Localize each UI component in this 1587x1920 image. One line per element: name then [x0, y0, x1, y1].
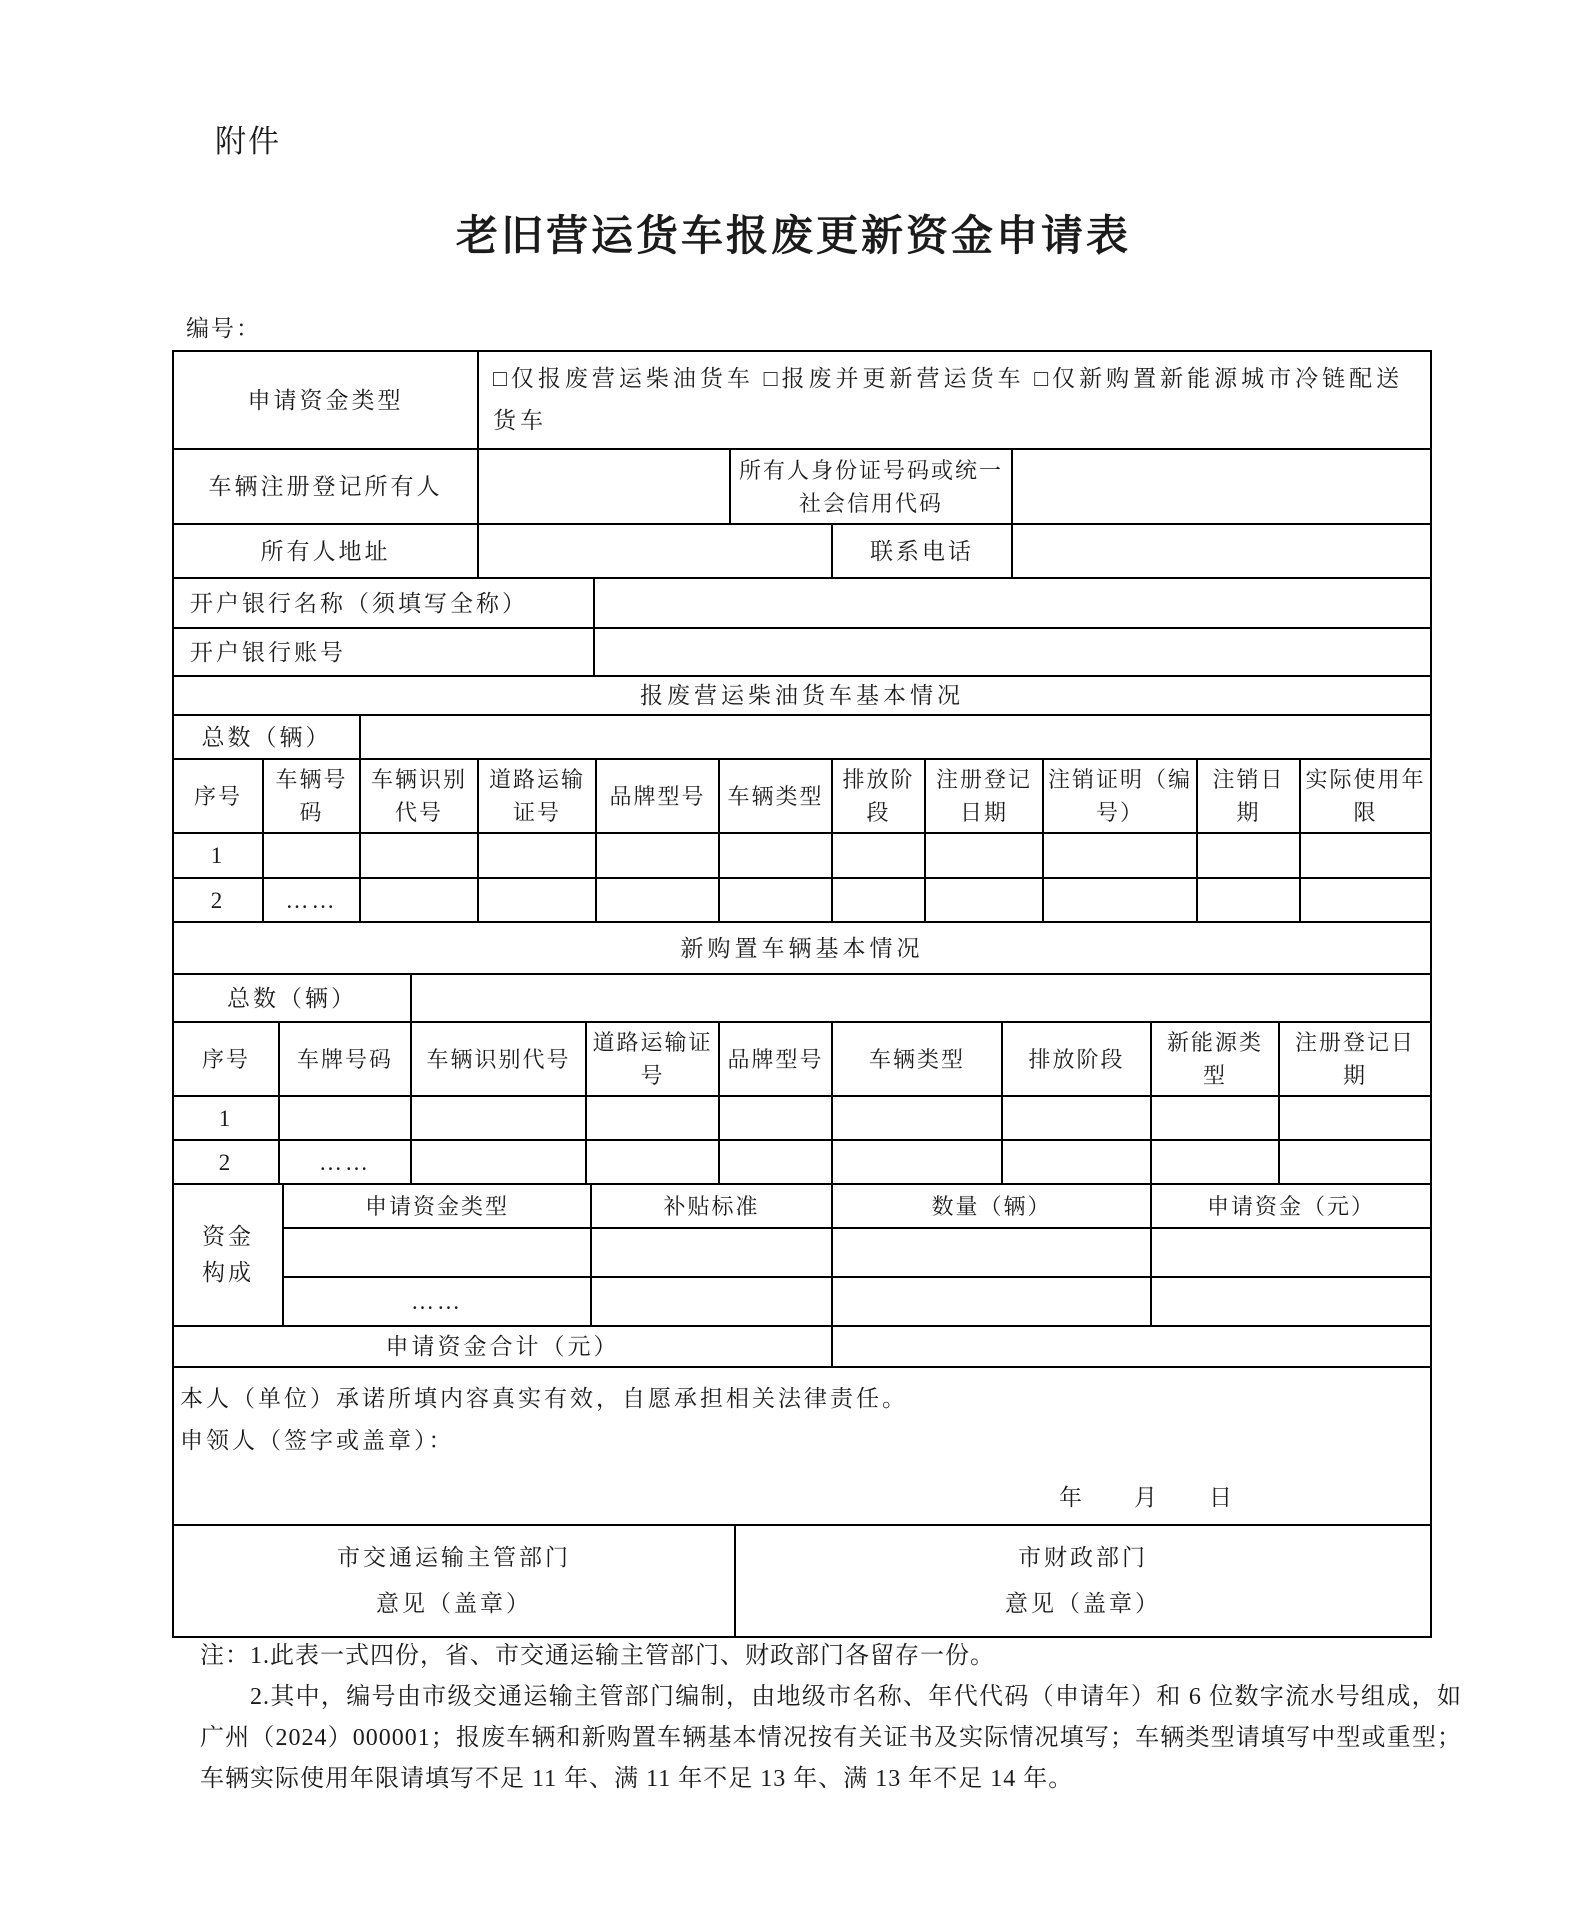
col-header-fund-type: 申请资金类型 [283, 1184, 591, 1228]
new-section-title-row [173, 922, 1431, 974]
footnote-2: 2.其中，编号由市级交通运输主管部门编制，由地级市名称、年代代码（申请年）和 6 位数字流水号组成，如广州（2024）000001；报废车辆和新购置车辆基本情况按有关证书及实际情况填写；车辆类型请填写中型或重型；车辆实际使用年限请填写不足 11 年、满 11 年不足 13 年、满 13 年不足 14 年。 [200, 1684, 1462, 1792]
col-header-subsidy-standard: 补贴标准 [591, 1184, 832, 1228]
bank-account-label: 开户银行账号 [173, 628, 594, 676]
empty-cell [832, 1277, 1151, 1326]
empty-cell [360, 833, 478, 878]
footnote-1: 注：1.此表一式四份，省、市交通运输主管部门、财政部门各留存一份。 [200, 1643, 995, 1669]
col-header-vin: 车辆识别代号 [411, 1022, 586, 1096]
application-form-table [172, 350, 1430, 1638]
empty-cell [591, 1228, 832, 1277]
declaration-block [180, 1378, 1424, 1514]
ellipsis-cell: …… [283, 1277, 591, 1326]
finance-authority-line1: 市财政部门 [1018, 1545, 1148, 1570]
bank-name-label: 开户银行名称（须填写全称） [173, 578, 594, 628]
scrap-section-title: 报废营运柴油货车基本情况 [173, 676, 1431, 715]
bank-name-value-cell [594, 578, 1431, 628]
empty-cell [591, 1277, 832, 1326]
empty-cell [1002, 1096, 1151, 1140]
attachment-label: 附件 [215, 124, 281, 159]
new-total-value-cell [411, 974, 1431, 1022]
empty-cell [832, 1140, 1002, 1184]
funding-total-row [173, 1326, 1431, 1367]
declaration-date-line: 年 月 日 [1059, 1485, 1234, 1510]
row-seq: 1 [173, 1096, 279, 1140]
new-total-label: 总数（辆） [173, 974, 411, 1022]
new-section-title: 新购置车辆基本情况 [173, 922, 1431, 974]
bank-account-row [173, 628, 1431, 676]
finance-authority-line2: 意见（盖章） [1005, 1591, 1161, 1616]
footnotes [200, 1636, 1462, 1800]
empty-cell [719, 1096, 832, 1140]
empty-cell [596, 833, 719, 878]
address-row [173, 524, 1431, 578]
scrap-data-row-1 [173, 833, 1431, 878]
col-header-energy-type: 新能源类型 [1151, 1022, 1279, 1096]
transport-authority-line2: 意见（盖章） [376, 1591, 532, 1616]
col-header-vehicle-type: 车辆类型 [832, 1022, 1002, 1096]
owner-id-label: 所有人身份证号码或统一社会信用代码 [730, 449, 1012, 524]
page-title: 老旧营运货车报废更新资金申请表 [455, 212, 1131, 259]
owner-id-value-cell [1012, 449, 1431, 524]
new-vehicles-table [172, 921, 1432, 1185]
empty-cell [1151, 1096, 1279, 1140]
funding-header-row [173, 1184, 1431, 1228]
col-header-cancel-date: 注销日期 [1197, 759, 1300, 833]
col-header-emission-stage: 排放阶段 [1002, 1022, 1151, 1096]
new-data-row-1 [173, 1096, 1431, 1140]
empty-cell [719, 833, 832, 878]
col-header-vehicle-number: 车辆号码 [263, 759, 360, 833]
empty-cell [719, 1140, 832, 1184]
approval-row [173, 1525, 1431, 1637]
ellipsis-cell: …… [279, 1140, 411, 1184]
col-header-service-years: 实际使用年限 [1300, 759, 1431, 833]
empty-cell [1043, 833, 1197, 878]
col-header-transport-cert: 道路运输证号 [586, 1022, 719, 1096]
declaration-cell [173, 1367, 1431, 1525]
row-seq: 2 [173, 878, 263, 922]
new-total-row [173, 974, 1431, 1022]
empty-cell [1197, 833, 1300, 878]
empty-cell [478, 878, 596, 922]
col-header-fund-amount: 申请资金（元） [1151, 1184, 1431, 1228]
empty-cell [1279, 1096, 1431, 1140]
empty-cell [1151, 1140, 1279, 1184]
col-header-seq: 序号 [173, 759, 263, 833]
scrap-header-row [173, 759, 1431, 833]
row-seq: 1 [173, 833, 263, 878]
col-header-seq: 序号 [173, 1022, 279, 1096]
empty-cell [263, 833, 360, 878]
col-header-emission-stage: 排放阶段 [832, 759, 925, 833]
owner-label: 车辆注册登记所有人 [173, 449, 478, 524]
col-header-quantity: 数量（辆） [832, 1184, 1151, 1228]
empty-cell [1151, 1228, 1431, 1277]
empty-cell [832, 833, 925, 878]
funding-data-row-1 [173, 1228, 1431, 1277]
empty-cell [283, 1228, 591, 1277]
col-header-brand-model: 品牌型号 [596, 759, 719, 833]
empty-cell [1151, 1277, 1431, 1326]
empty-cell [1043, 878, 1197, 922]
empty-cell [1002, 1140, 1151, 1184]
empty-cell [832, 1228, 1151, 1277]
scrap-total-value-cell [360, 715, 1431, 759]
funding-data-row-2 [173, 1277, 1431, 1326]
phone-value-cell [1012, 524, 1431, 578]
funding-table [172, 1183, 1432, 1368]
owner-value-cell [478, 449, 730, 524]
empty-cell [411, 1140, 586, 1184]
empty-cell [1300, 833, 1431, 878]
finance-authority-opinion-cell [735, 1525, 1431, 1637]
empty-cell [925, 833, 1043, 878]
empty-cell [279, 1096, 411, 1140]
empty-cell [1279, 1140, 1431, 1184]
empty-cell [719, 878, 832, 922]
declaration-signer-label: 申领人（签字或盖章）： [180, 1428, 455, 1453]
empty-cell [586, 1140, 719, 1184]
col-header-transport-cert: 道路运输证号 [478, 759, 596, 833]
funding-group-label-text: 资金构成 [202, 1224, 254, 1285]
bank-name-row [173, 578, 1431, 628]
new-header-row [173, 1022, 1431, 1096]
scrap-trucks-table [172, 675, 1432, 923]
empty-cell [596, 878, 719, 922]
col-header-brand-model: 品牌型号 [719, 1022, 832, 1096]
scrap-section-title-row [173, 676, 1431, 715]
new-data-row-2 [173, 1140, 1431, 1184]
empty-cell [832, 1096, 1002, 1140]
empty-cell [1300, 878, 1431, 922]
phone-label: 联系电话 [832, 524, 1012, 578]
fund-type-options: □仅报废营运柴油货车 □报废并更新营运货车 □仅新购置新能源城市冷链配送货车 [478, 351, 1431, 449]
empty-cell [586, 1096, 719, 1140]
empty-cell [832, 878, 925, 922]
scrap-total-label: 总数（辆） [173, 715, 360, 759]
info-table [172, 350, 1432, 677]
row-seq: 2 [173, 1140, 279, 1184]
empty-cell [411, 1096, 586, 1140]
col-header-vin: 车辆识别代号 [360, 759, 478, 833]
col-header-register-date: 注册登记日期 [1279, 1022, 1431, 1096]
empty-cell [925, 878, 1043, 922]
declaration-row [173, 1367, 1431, 1525]
transport-authority-opinion-cell [173, 1525, 735, 1637]
empty-cell [1197, 878, 1300, 922]
owner-row [173, 449, 1431, 524]
empty-cell [360, 878, 478, 922]
empty-cell [478, 833, 596, 878]
funding-group-label [173, 1184, 283, 1326]
serial-number-label: 编号： [186, 316, 261, 341]
scrap-total-row [173, 715, 1431, 759]
ellipsis-cell: …… [263, 878, 360, 922]
funding-total-value-cell [832, 1326, 1431, 1367]
transport-authority-line1: 市交通运输主管部门 [337, 1545, 571, 1570]
col-header-plate-number: 车牌号码 [279, 1022, 411, 1096]
bank-account-value-cell [594, 628, 1431, 676]
col-header-vehicle-type: 车辆类型 [719, 759, 832, 833]
declaration-approval-table [172, 1366, 1432, 1638]
address-value-cell [478, 524, 832, 578]
funding-total-label: 申请资金合计（元） [173, 1326, 832, 1367]
address-label: 所有人地址 [173, 524, 478, 578]
col-header-register-date: 注册登记日期 [925, 759, 1043, 833]
fund-type-row [173, 351, 1431, 449]
declaration-commitment: 本人（单位）承诺所填内容真实有效，自愿承担相关法律责任。 [180, 1386, 908, 1411]
scrap-data-row-2 [173, 878, 1431, 922]
fund-type-label: 申请资金类型 [173, 351, 478, 449]
col-header-cancel-cert: 注销证明（编号） [1043, 759, 1197, 833]
